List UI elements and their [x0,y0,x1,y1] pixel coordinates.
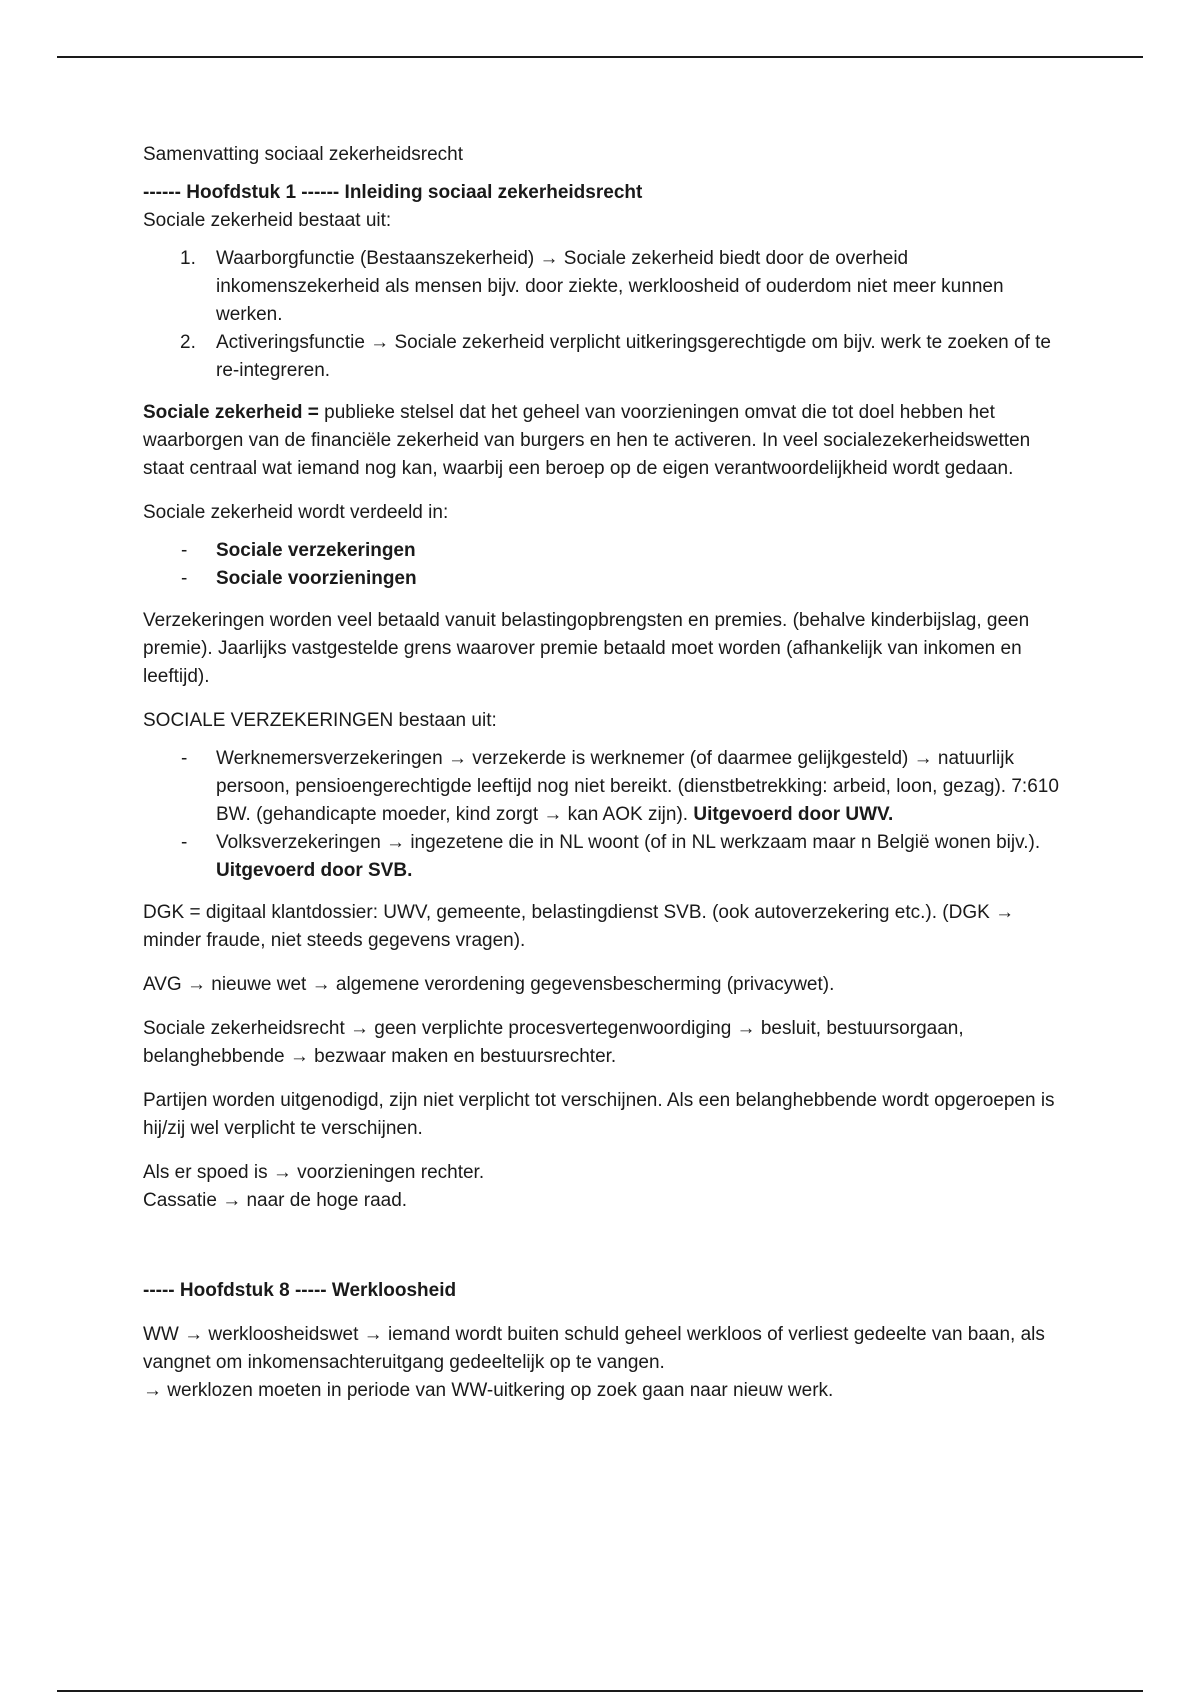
list-item-text: Werknemersverzekeringen → verzekerde is werknemer (of daarmee gelijkgesteld) → natuurlijk persoon, pensioengerechtigde leeftijd nog niet bereikt. (dienstbetrekking: arbeid, loon, gezag). 7:610 BW. (gehandicapte moeder, kind zorgt → kan AOK zijn). [216,748,1059,825]
list-item [143,245,1068,329]
list-dash: - [181,748,188,769]
chapter-1-intro: Sociale zekerheid bestaat uit: [143,210,392,231]
list-number: 2. [180,332,196,353]
list-item-bold: Uitgevoerd door UWV. [693,804,894,825]
ww-note: → werklozen moeten in periode van WW-uitkering op zoek gaan naar nieuw werk. [143,1380,834,1401]
urgency-line: Als er spoed is → voorzieningen rechter. [143,1162,485,1183]
list-item-bold: Uitgevoerd door SVB. [216,860,413,881]
list-item [143,537,1068,565]
document-title: Samenvatting sociaal zekerheidsrecht [143,144,464,165]
definition-paragraph [143,399,1068,483]
list-dash: - [181,568,188,589]
footer-rule [57,1690,1143,1692]
chapter-8-heading: ----- Hoofdstuk 8 ----- Werkloosheid [143,1280,457,1301]
definition-text: publieke stelsel dat het geheel van voorzieningen omvat die tot doel hebben het waarborgen van de financiële zekerheid van burgers en hen te activeren. In veel socialezekerheidswetten staat centraal wat iemand nog kan, waarbij een beroep op de eigen verantwoordelijkheid wordt gedaan. [143,402,1031,479]
definition-term: Sociale zekerheid = [143,402,319,423]
header-rule [57,56,1143,58]
parties-paragraph: Partijen worden uitgenodigd, zijn niet verplicht tot verschijnen. Als een belanghebbende wordt opgeroepen is hij/zij wel verplicht te verschijnen. [143,1090,1055,1139]
insurances-list [143,745,1068,885]
list-item [143,745,1068,829]
division-intro: Sociale zekerheid wordt verdeeld in: [143,502,449,523]
list-dash: - [181,832,188,853]
list-item [143,829,1068,885]
list-item-text: Sociale voorzieningen [216,568,417,589]
divisions-list [143,537,1068,593]
list-item-text: Sociale verzekeringen [216,540,416,561]
ww-paragraph: WW → werkloosheidswet → iemand wordt buiten schuld geheel werkloos of verliest gedeelte van baan, als vangnet om inkomensachteruitgang gedeeltelijk op te vangen. [143,1324,1045,1373]
functions-list [143,245,1068,385]
dgk-paragraph: DGK = digitaal klantdossier: UWV, gemeente, belastingdienst SVB. (ook autoverzekering etc.). (DGK → minder fraude, niet steeds gegevens vragen). [143,902,1015,951]
list-item [143,329,1068,385]
list-item-text: Volksverzekeringen → ingezetene die in NL woont (of in NL werkzaam maar n België wonen bijv.). [216,832,1041,853]
cassation-line: Cassatie → naar de hoge raad. [143,1190,408,1211]
chapter-1-heading: ------ Hoofdstuk 1 ------ Inleiding sociaal zekerheidsrecht [143,182,643,203]
list-item-text: Activeringsfunctie → Sociale zekerheid verplicht uitkeringsgerechtigde om bijv. werk te zoeken of te re-integreren. [216,332,1051,381]
list-dash: - [181,540,188,561]
list-item-text: Waarborgfunctie (Bestaanszekerheid) → Sociale zekerheid biedt door de overheid inkomenszekerheid als mensen bijv. door ziekte, werkloosheid of ouderdom niet meer kunnen werken. [216,248,1004,325]
list-item [143,565,1068,593]
avg-paragraph: AVG → nieuwe wet → algemene verordening gegevensbescherming (privacywet). [143,974,835,995]
section-spacer [143,1215,1068,1277]
procedure-paragraph: Sociale zekerheidsrecht → geen verplichte procesvertegenwoordiging → besluit, bestuursorgaan, belanghebbende → bezwaar maken en bestuursrechter. [143,1018,964,1067]
insurance-paragraph: Verzekeringen worden veel betaald vanuit belastingopbrengsten en premies. (behalve kinderbijslag, geen premie). Jaarlijks vastgestelde grens waarover premie betaald moet worden (afhankelijk van inkomen en leeftijd). [143,610,1030,687]
list-number: 1. [180,248,196,269]
social-insurance-intro: SOCIALE VERZEKERINGEN bestaan uit: [143,710,497,731]
document-page [143,141,1068,1405]
